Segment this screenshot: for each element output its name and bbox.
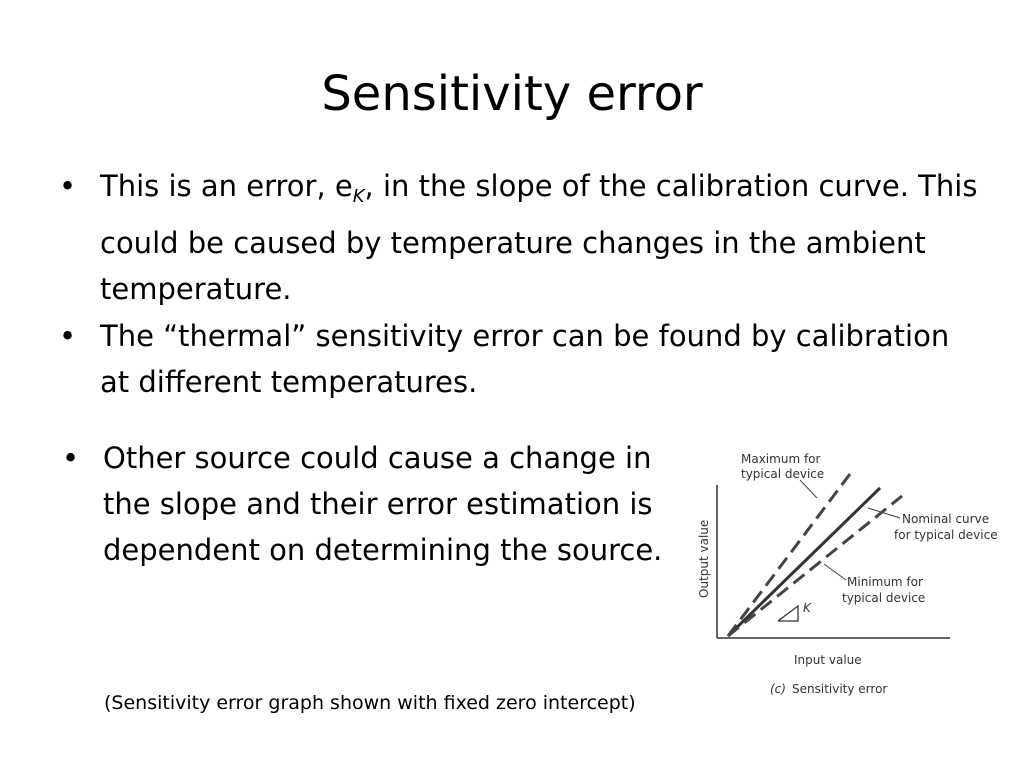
minimum-label-line1: Minimum for — [847, 575, 923, 589]
minimum-leader — [824, 564, 846, 580]
slide-title: Sensitivity error — [321, 66, 703, 122]
minimum-label-line2: typical device — [842, 591, 926, 605]
nominal-label-line2: for typical device — [894, 528, 998, 542]
sensitivity-error-diagram — [690, 440, 1010, 710]
maximum-label-line1: Maximum for — [741, 452, 821, 466]
nominal-label-line1: Nominal curve — [902, 512, 990, 526]
x-axis-label: Input value — [794, 653, 862, 667]
bullet-other-source — [62, 435, 683, 573]
figure-caption-text: Sensitivity error — [792, 682, 888, 696]
bullet-glyph: • — [62, 441, 80, 475]
bullet-subscript: K — [352, 186, 365, 207]
bullet-text: Other source could cause a change in the slope and their error estimation is dependent on determining the source. — [103, 441, 663, 567]
figure-caption-prefix: (c) — [770, 682, 786, 696]
bullet-text-after: , in the slope of the calibration curve. This could be caused by temperature changes in the ambient temperature. — [100, 169, 978, 306]
maximum-curve — [728, 474, 850, 636]
minimum-curve — [728, 496, 902, 636]
slide-caption: (Sensitivity error graph shown with fixed zero intercept) — [104, 692, 636, 714]
y-axis-label: Output value — [697, 519, 711, 598]
bullet-slope-error — [59, 163, 980, 312]
bullet-text-before: This is an error, e — [100, 169, 353, 203]
bullet-glyph: • — [59, 319, 77, 353]
bullet-thermal-error — [59, 313, 980, 405]
slope-triangle — [778, 606, 798, 621]
maximum-label-line2: typical device — [741, 467, 825, 481]
bullet-text: The “thermal” sensitivity error can be found by calibration at different temperatures. — [100, 319, 950, 399]
slope-k-label: K — [803, 601, 811, 615]
bullet-glyph: • — [59, 169, 77, 203]
sensitivity-error-figure — [690, 440, 1010, 710]
maximum-leader — [800, 480, 817, 498]
